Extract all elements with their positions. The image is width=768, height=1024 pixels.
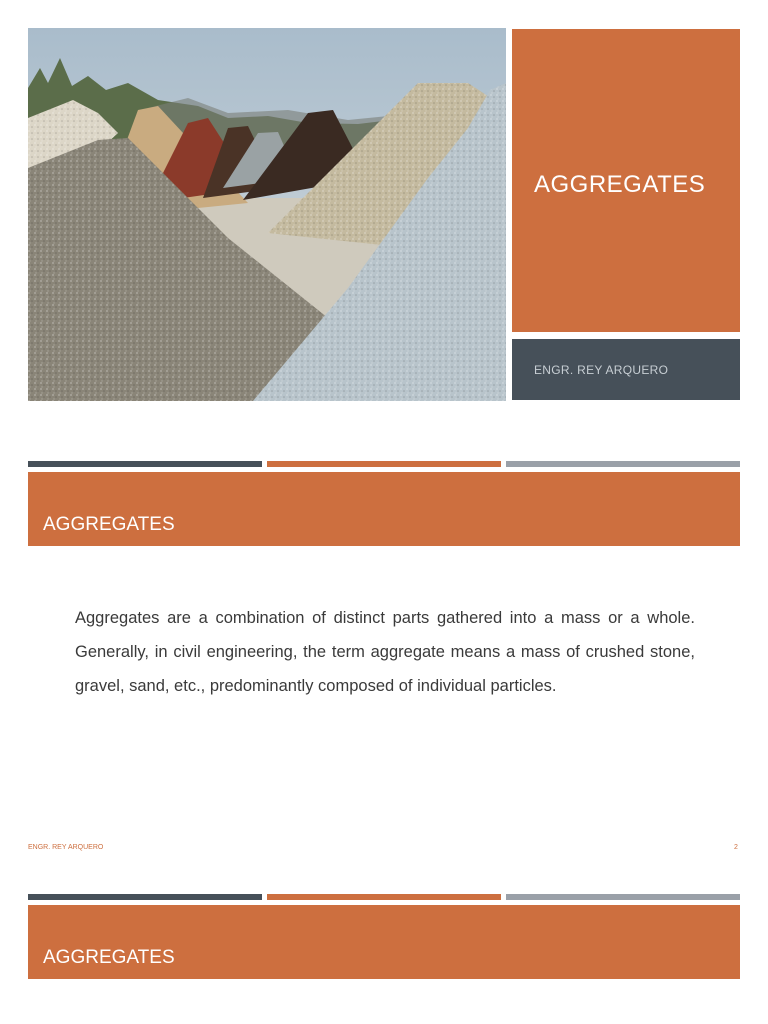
author-name: ENGR. REY ARQUERO — [534, 363, 669, 377]
header-stripe-orange — [267, 461, 501, 467]
header-stripe-dark — [28, 894, 262, 900]
body-paragraph: Aggregates are a combination of distinct parts gathered into a mass or a whole. Generally, in civil engineering, the term aggregate means a mass of crushed stone, gravel, sand, etc., predominantly composed of individual particles. — [75, 609, 695, 695]
presentation-title: AGGREGATES — [534, 171, 706, 198]
slide-heading: AGGREGATES — [43, 514, 175, 535]
page-number: 2 — [734, 844, 738, 851]
header-stripe-gray — [506, 894, 740, 900]
header-stripe-gray — [506, 461, 740, 467]
slide-heading: AGGREGATES — [43, 947, 175, 968]
author-panel — [512, 339, 740, 400]
header-stripe-orange — [267, 894, 501, 900]
header-stripe-dark — [28, 461, 262, 467]
slide-heading-band — [28, 905, 740, 979]
aggregate-piles-photo — [28, 28, 506, 401]
title-panel — [512, 29, 740, 332]
footer-author: ENGR. REY ARQUERO — [28, 844, 104, 851]
slide-heading-band — [28, 472, 740, 546]
